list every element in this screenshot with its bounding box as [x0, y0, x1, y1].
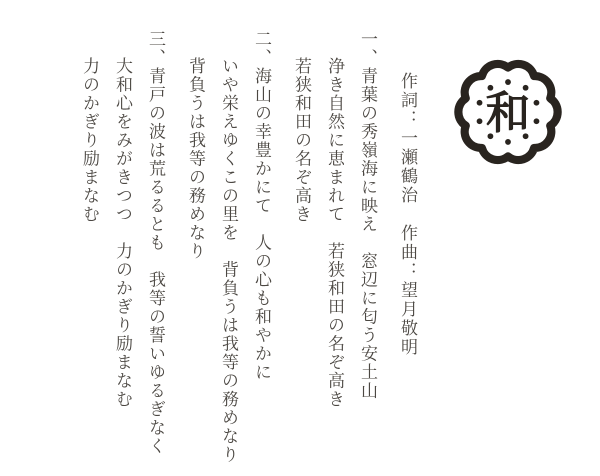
- verse2-line1: [250, 30, 272, 440]
- verse1-number: 一、: [357, 30, 377, 67]
- lyrics-sheet: [67, 30, 418, 464]
- verse2-line1-text: 海山の幸豊かにて 人の心も和やかに: [251, 67, 271, 382]
- verse1-line2: 浄き自然に恵まれて 若狭和田の名ぞ高き: [324, 57, 344, 409]
- seal-character: 和: [485, 86, 531, 139]
- verse2-number: 二、: [251, 30, 271, 67]
- seal-cloud-border-icon: [452, 56, 564, 168]
- verse1-line1-text: 青葉の秀嶺海に映え 窓辺に匂う安土山: [357, 67, 377, 400]
- verse3-number: 三、: [145, 30, 165, 67]
- wa-seal: [452, 56, 564, 168]
- verse2-line3: 背負うは我等の務めなり: [185, 57, 205, 261]
- verse3-line1: [144, 30, 166, 456]
- verse2-line2: いや栄えゆくこの里を 背負うは我等の務めなり: [218, 57, 238, 464]
- verse1-line1: [356, 30, 378, 440]
- credits-line: 作詞：一瀬鶴治 作曲：望月敬明: [397, 72, 417, 357]
- verse3-line1-text: 青戸の波は荒るるとも 我等の誓いゆるぎなく: [145, 67, 165, 456]
- verse3-line2: 大和心をみがきつつ 力のかぎり励まなむ: [112, 57, 132, 409]
- verse1-line3: 若狭和田の名ぞ高き: [291, 57, 311, 224]
- verse3-line3: 力のかぎり励まなむ: [79, 57, 99, 224]
